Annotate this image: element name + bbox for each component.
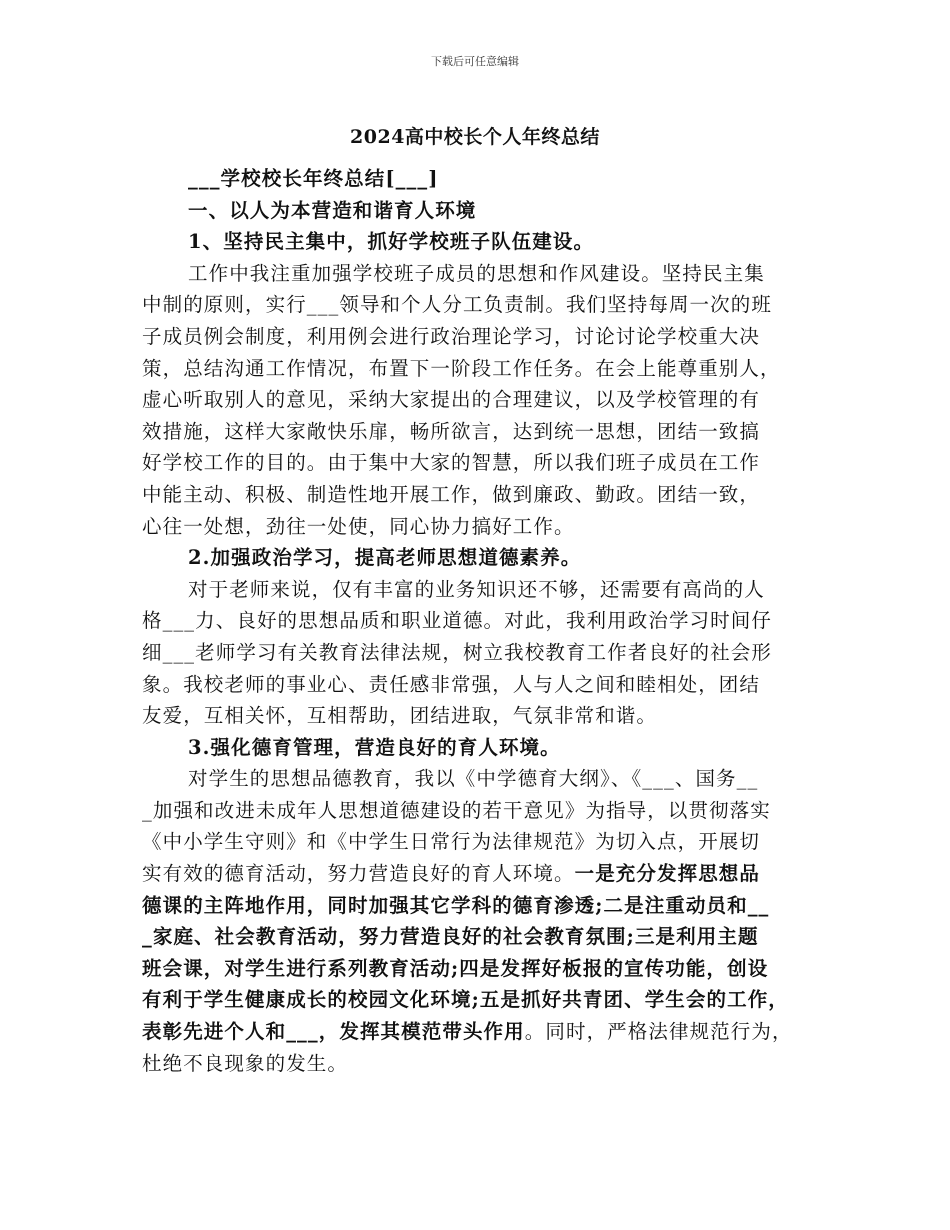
subsection-heading: 2.加强政治学习，提高老师思想道德素养。 xyxy=(188,546,582,570)
paragraph-text: 。同时，严格法律规范行为， xyxy=(524,1020,793,1044)
paragraph-line: 中能主动、积极、制造性地开展工作，做到廉政、勤政。团结一致， xyxy=(142,482,761,506)
paragraph-line: 效措施，这样大家敞快乐扉，畅所欲言，达到统一思想，团结一致搞 xyxy=(142,419,761,443)
document-body xyxy=(142,163,832,1079)
paragraph-text: 实有效的德育活动，努力营造良好的育人环境。 xyxy=(142,862,575,886)
section-heading: 一、以人为本营造和谐育人环境 xyxy=(188,198,477,222)
paragraph-line: 对于老师来说，仅有丰富的业务知识还不够，还需要有高尚的人 xyxy=(188,577,765,601)
subtitle-line: ___学校校长年终总结[___] xyxy=(188,167,439,190)
paragraph-line: 友爱，互相关怀，互相帮助，团结进取，气氛非常和谐。 xyxy=(142,704,658,728)
paragraph-line: 有利于学生健康成长的校园文化环境;五是抓好共青团、学生会的工作， xyxy=(142,988,789,1012)
paragraph-line: 对学生的思想品德教育，我以《中学德育大纲》、《___、国务__ xyxy=(188,767,759,791)
subsection-heading: 1、坚持民主集中，抓好学校班子队伍建设。 xyxy=(188,230,595,254)
paragraph-line: 班会课，对学生进行系列教育活动;四是发挥好板报的宣传功能，创设 xyxy=(142,956,769,980)
paragraph-line: 虚心听取别人的意见，采纳大家提出的合理建议，以及学校管理的有 xyxy=(142,388,761,412)
header-note: 下载后可任意编辑 xyxy=(431,55,519,68)
paragraph-line: 工作中我注重加强学校班子成员的思想和作风建设。坚持民主集 xyxy=(188,261,765,285)
paragraph-line: 格___力、良好的思想品质和职业道德。对此，我利用政治学习时间仔 xyxy=(142,609,772,633)
paragraph-line: 细___老师学习有关教育法律法规，树立我校教育工作者良好的社会形 xyxy=(142,640,772,664)
paragraph-line: 德课的主阵地作用，同时加强其它学科的德育渗透;二是注重动员和__ xyxy=(142,893,770,917)
paragraph-line: _加强和改进未成年人思想道德建设的若干意见》为指导，以贯彻落实 xyxy=(142,798,771,822)
paragraph-line xyxy=(142,858,832,890)
paragraph-line: 子成员例会制度，利用例会进行政治理论学习，讨论讨论学校重大决 xyxy=(142,324,761,348)
bold-text: 一是充分发挥思想品 xyxy=(574,862,761,886)
paragraph-line: 《中小学生守则》和《中学生日常行为法律规范》为切入点，开展切 xyxy=(142,830,761,854)
document-title: 2024高中校长个人年终总结 xyxy=(350,126,600,148)
paragraph-line: 好学校工作的目的。由于集中大家的智慧，所以我们班子成员在工作 xyxy=(142,451,761,475)
subsection-heading: 3.强化德育管理，营造良好的育人环境。 xyxy=(188,735,561,759)
paragraph-line: 象。我校老师的事业心、责任感非常强，人与人之间和睦相处，团结 xyxy=(142,672,761,696)
paragraph-line: 中制的原则，实行___领导和个人分工负责制。我们坚持每周一次的班 xyxy=(142,293,772,317)
paragraph-line xyxy=(142,1016,832,1048)
bold-text: 表彰先进个人和___，发挥其模范带头作用 xyxy=(142,1020,525,1044)
paragraph-line: 心往一处想，劲往一处使，同心协力搞好工作。 xyxy=(142,514,575,538)
paragraph-line: 杜绝不良现象的发生。 xyxy=(142,1051,349,1075)
paragraph-line: _家庭、社会教育活动，努力营造良好的社会教育氛围;三是利用主题 xyxy=(142,925,759,949)
paragraph-line: 策，总结沟通工作情况，布置下一阶段工作任务。在会上能尊重别人， xyxy=(142,356,781,380)
